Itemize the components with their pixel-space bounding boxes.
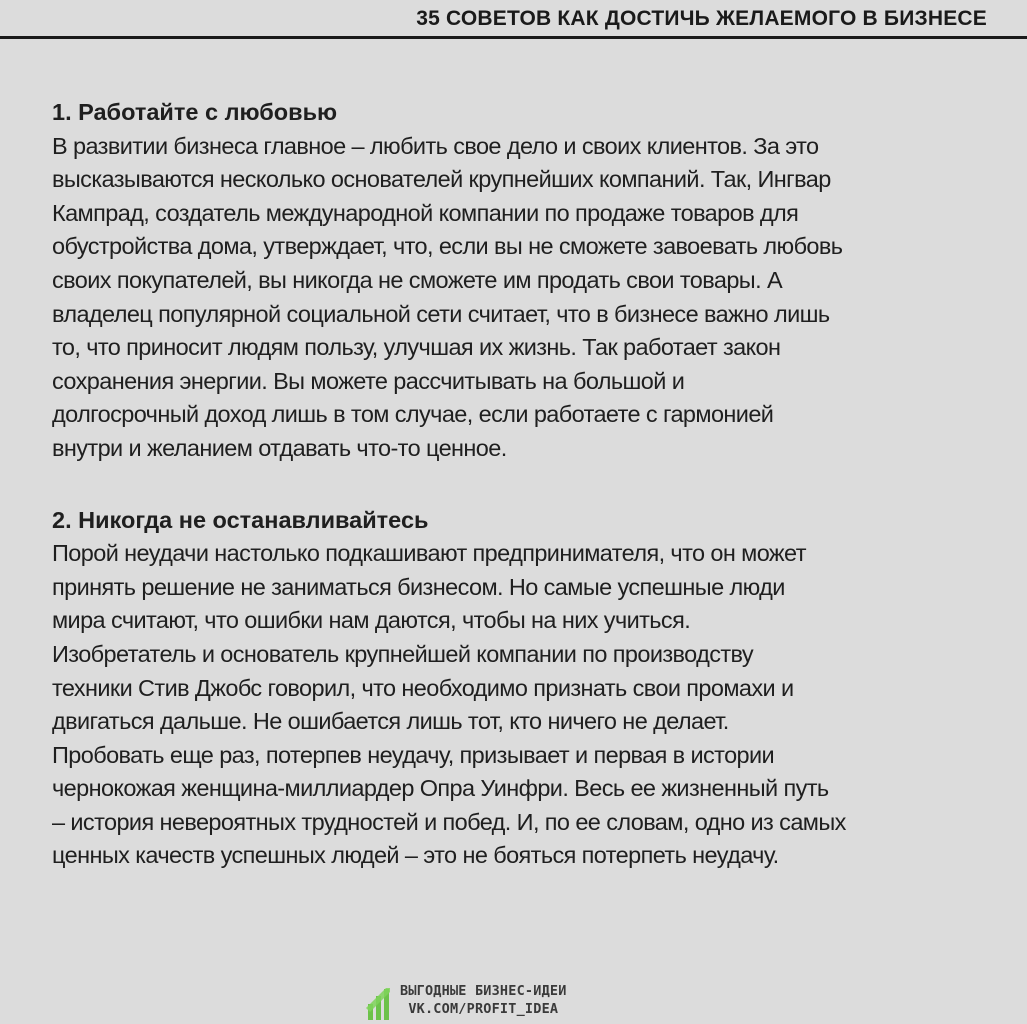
tip-body — [52, 130, 992, 466]
article-content — [52, 96, 992, 911]
body-line: владелец популярной социальной сети считает, что в бизнесе важно лишь — [52, 300, 830, 327]
body-line: Кампрад, создатель международной компании по продаже товаров для — [52, 199, 799, 226]
body-line: мира считают, что ошибки нам даются, чтобы на них учиться. — [52, 607, 691, 634]
body-line: принять решение не заниматься бизнесом. Но самые успешные люди — [52, 573, 785, 600]
body-line: – история невероятных трудностей и побед. И, по ее словам, одно из самых — [52, 808, 846, 835]
footer-text — [400, 982, 567, 1018]
body-line: Изобретатель и основатель крупнейшей компании по производству — [52, 640, 754, 667]
tip-heading: 2. Никогда не останавливайтесь — [52, 506, 429, 533]
body-line: обустройства дома, утверждает, что, если вы не сможете завоевать любовь — [52, 233, 843, 260]
header-divider — [0, 36, 1027, 39]
body-line: Пробовать еще раз, потерпев неудачу, призывает и первая в истории — [52, 741, 775, 768]
tip-section-2 — [52, 504, 992, 874]
body-line: двигаться дальше. Не ошибается лишь тот, кто ничего не делает. — [52, 708, 729, 735]
tip-heading: 1. Работайте с любовью — [52, 99, 338, 125]
footer-brand-link: VK.COM/PROFIT_IDEA — [408, 1001, 559, 1017]
tip-section-1 — [52, 96, 992, 466]
footer-brand-name: ВЫГОДНЫЕ БИЗНЕС-ИДЕИ — [400, 983, 567, 999]
tip-body — [52, 537, 992, 873]
body-line: своих покупателей, вы никогда не сможете им продать свои товары. А — [52, 266, 783, 293]
body-line: Порой неудачи настолько подкашивают предпринимателя, что он может — [52, 540, 806, 567]
body-line: техники Стив Джобс говорил, что необходимо признать свои промахи и — [52, 674, 794, 701]
body-line: внутри и желанием отдавать что-то ценное. — [52, 434, 507, 461]
body-line: то, что приносит людям пользу, улучшая их жизнь. Так работает закон — [52, 334, 781, 361]
bar-chart-logo-icon — [366, 986, 392, 1020]
footer-brand — [366, 982, 567, 1022]
body-line: долгосрочный доход лишь в том случае, если работаете с гармонией — [52, 401, 774, 428]
body-line: ценных качеств успешных людей – это не бояться потерпеть неудачу. — [52, 842, 779, 869]
body-line: высказываются несколько основателей крупнейших компаний. Так, Ингвар — [52, 166, 831, 193]
page-title: 35 СОВЕТОВ КАК ДОСТИЧЬ ЖЕЛАЕМОГО В БИЗНЕСЕ — [416, 7, 987, 30]
body-line: В развитии бизнеса главное – любить свое дело и своих клиентов. За это — [52, 132, 819, 159]
body-line: сохранения энергии. Вы можете рассчитывать на большой и — [52, 367, 685, 394]
body-line: чернокожая женщина-миллиардер Опра Уинфри. Весь ее жизненный путь — [52, 775, 829, 802]
